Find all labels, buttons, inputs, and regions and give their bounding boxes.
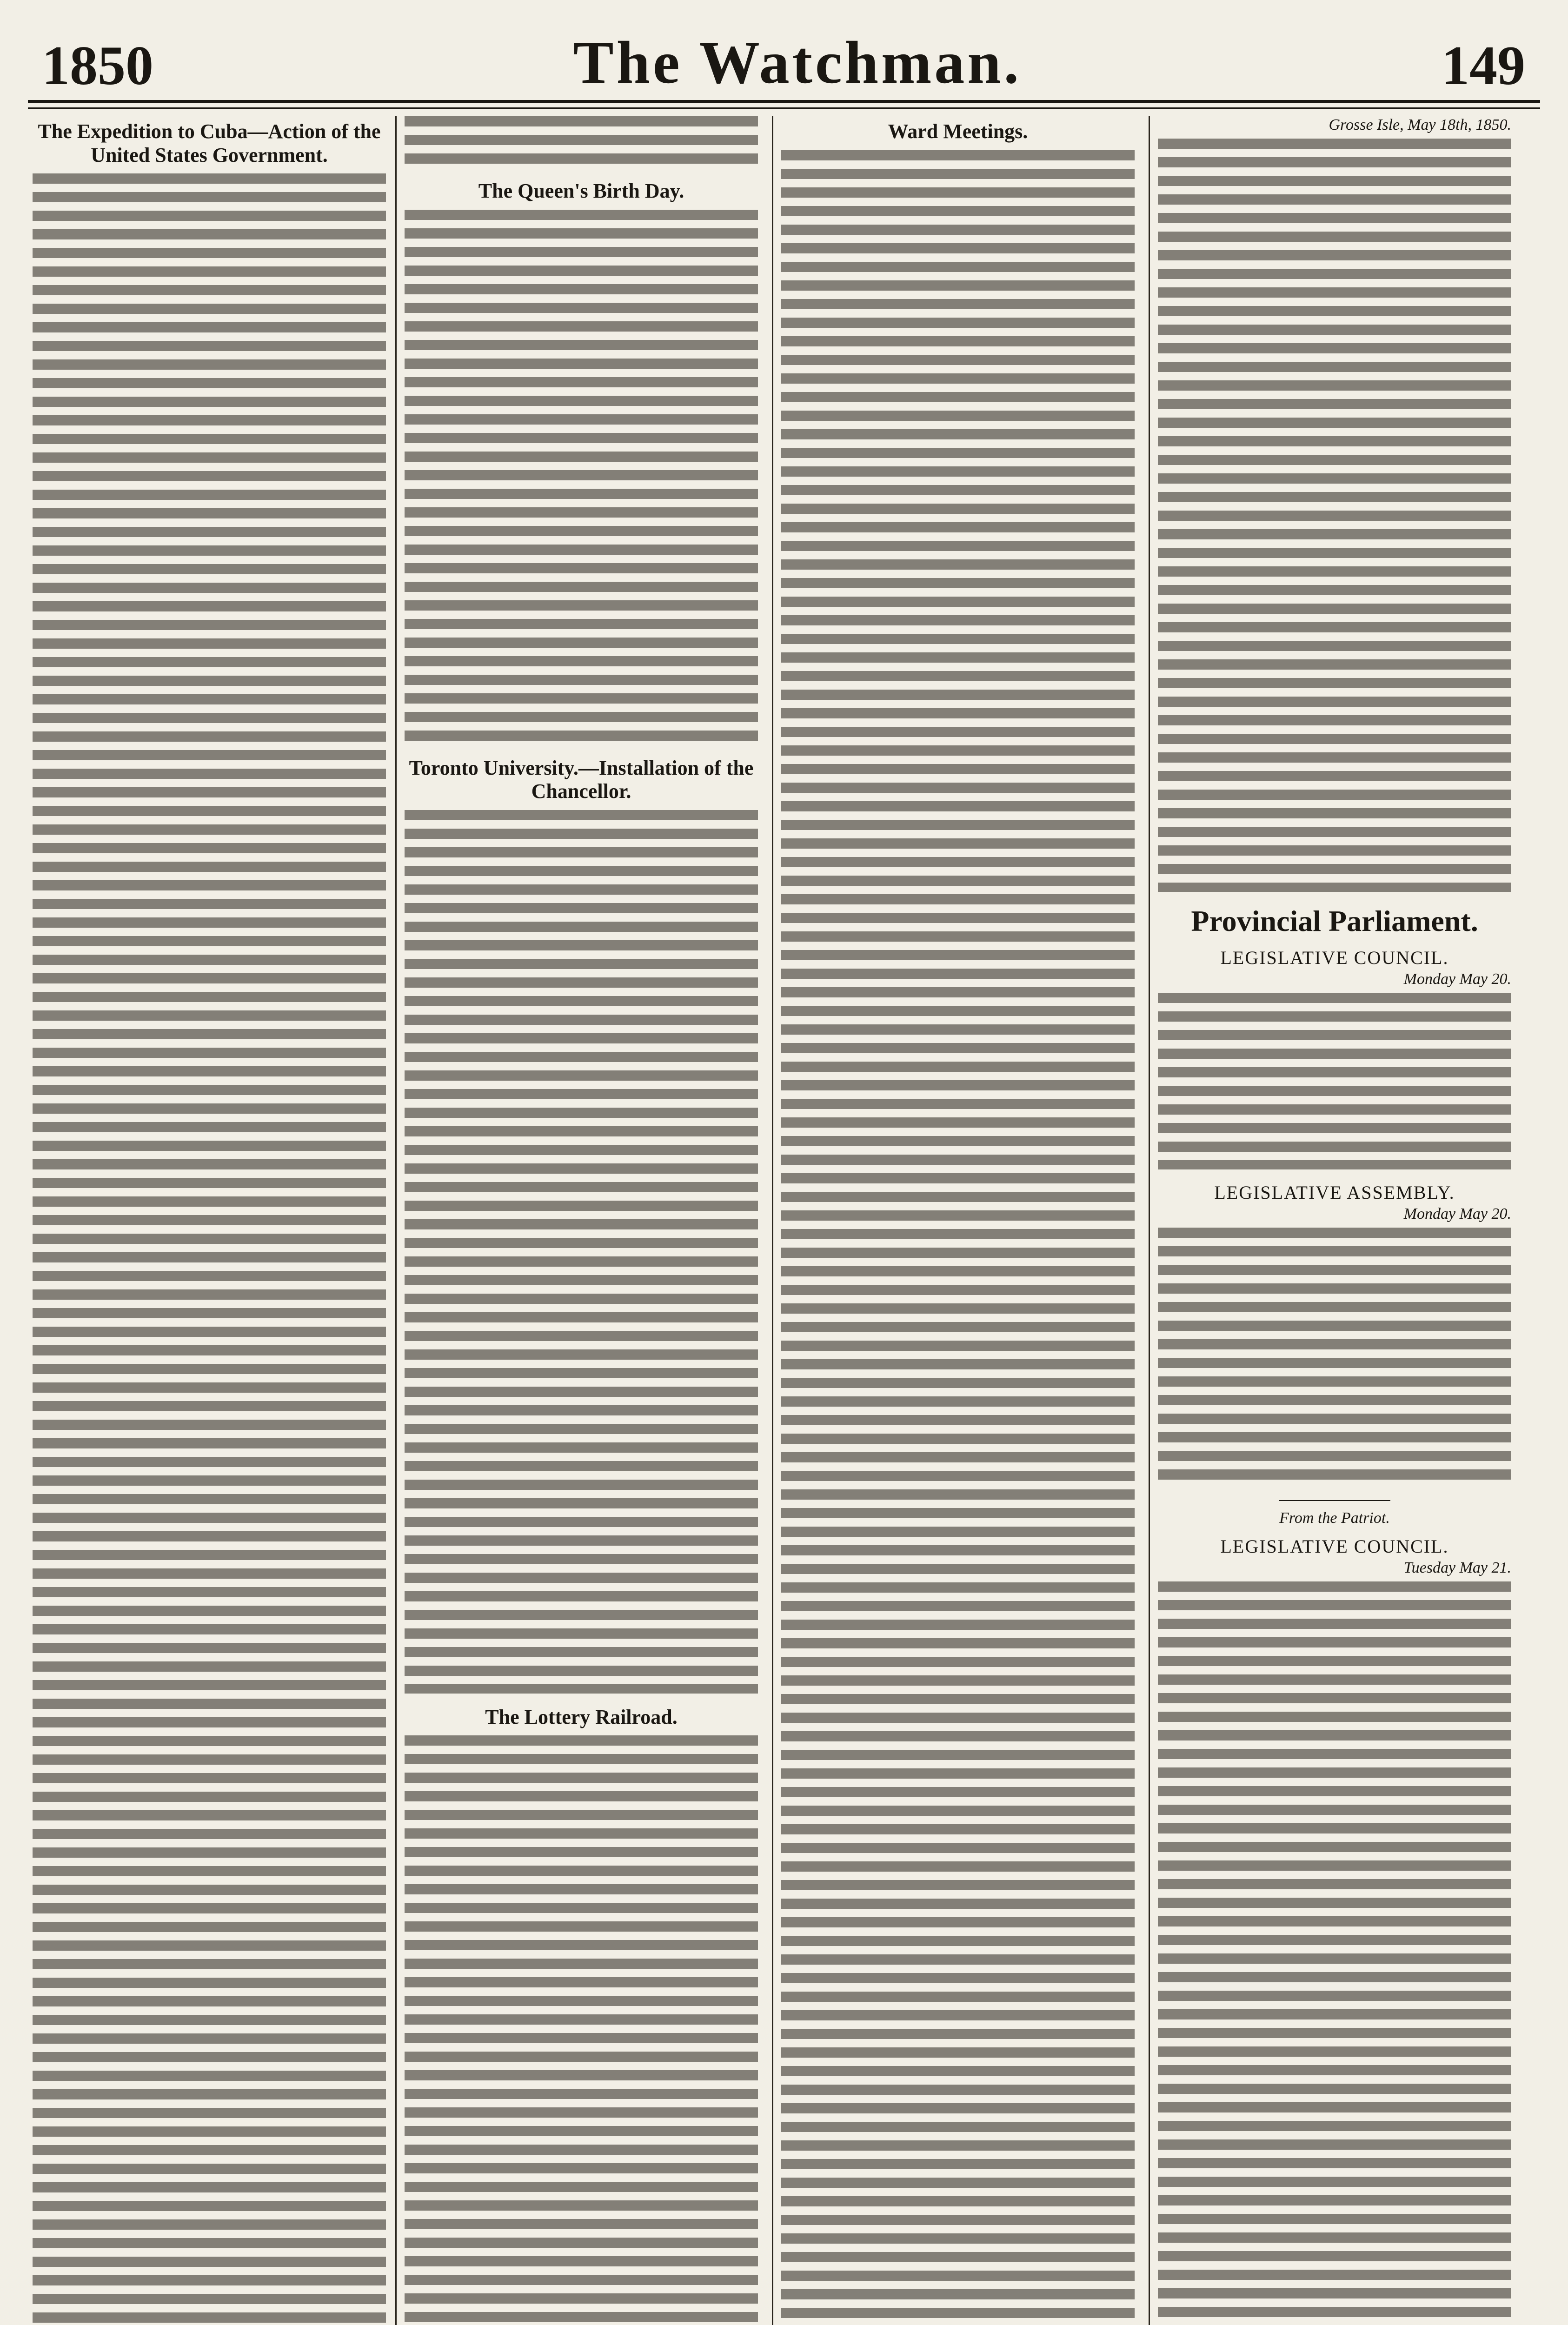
section-heading-provincial-parliament: Provincial Parliament. — [1191, 904, 1478, 937]
headline: The Lottery Railroad. — [485, 1705, 678, 1728]
headline: The Queen's Birth Day. — [478, 179, 684, 202]
dateline: Tuesday May 21. — [1403, 1559, 1511, 1576]
column-1 — [33, 116, 386, 2325]
source-credit: From the Patriot. — [1279, 1509, 1390, 1527]
column-rule — [395, 116, 397, 2325]
article-cuba-expedition — [33, 120, 386, 2325]
masthead-rule — [28, 100, 1540, 109]
column-rule — [1149, 116, 1150, 2325]
dateline: Monday May 20. — [1403, 1205, 1511, 1222]
article-body — [33, 173, 386, 2325]
article-body — [405, 210, 758, 744]
article-body — [1158, 1581, 1511, 2325]
article-body — [405, 116, 758, 167]
article-body — [1158, 1228, 1511, 1488]
article-body — [405, 810, 758, 1694]
article-legislative-council-monday — [1158, 947, 1511, 1169]
masthead-title: The Watchman. — [573, 29, 1022, 96]
article-toronto-university — [405, 757, 758, 1694]
headline: Toronto University.—Installation of the Chancellor. — [409, 756, 754, 803]
headline: The Expedition to Cuba—Action of the United States Government. — [38, 120, 381, 166]
column-3 — [781, 116, 1135, 2325]
dateline: Monday May 20. — [1403, 970, 1511, 988]
article-lottery-railroad — [405, 1706, 758, 2325]
article-body — [405, 1735, 758, 2325]
column-4 — [1158, 116, 1511, 2325]
article-legislative-council-tuesday — [1158, 1509, 1511, 2325]
article-body — [781, 150, 1135, 2325]
column-2 — [405, 116, 758, 2325]
headline: Ward Meetings. — [888, 120, 1028, 143]
article-queens-birthday — [405, 179, 758, 744]
article-shipping-fragment — [405, 116, 758, 167]
column-rule — [772, 116, 773, 2325]
masthead — [42, 9, 1525, 98]
dateline: Grosse Isle, May 18th, 1850. — [1329, 116, 1511, 133]
article-grosse-isle — [1158, 116, 1511, 892]
subhead: LEGISLATIVE COUNCIL. — [1220, 1535, 1449, 1557]
article-ward-meetings — [781, 120, 1135, 2325]
divider — [1279, 1500, 1390, 1501]
subhead: LEGISLATIVE ASSEMBLY. — [1214, 1182, 1455, 1203]
article-body — [1158, 139, 1511, 892]
page-number: 149 — [1441, 34, 1525, 96]
article-legislative-assembly-monday — [1158, 1182, 1511, 1488]
article-body — [1158, 993, 1511, 1169]
masthead-year: 1850 — [42, 34, 153, 96]
subhead: LEGISLATIVE COUNCIL. — [1220, 947, 1449, 968]
